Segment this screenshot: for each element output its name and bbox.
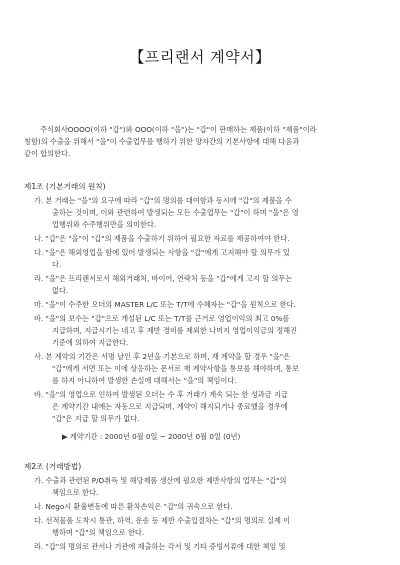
section1-line: 사. 본 계약의 기간은 서명 날인 후 2년을 기본으로 하며, 재 계약을 할 경우 "을"은 (34, 352, 291, 361)
section2-line: 책임으로 한다. (52, 488, 99, 497)
section1-line: 출하는 것이며, 이와 관련하여 발생되는 모든 수출업무는 "갑"이 하며 "을"은 영 (52, 208, 299, 217)
intro-line: 칭함)의 수출을 위해서 "을"이 수출업무를 행하기 위한 양자간의 기본사항에 대해 다음과 (24, 137, 300, 146)
section1-line: 를 하지 아니하여 발생한 손실에 대해서는 "을"의 책임이다. (52, 376, 237, 385)
section1-heading: 제1조 (기본거래의 원칙) (24, 182, 106, 191)
section1-line: 라. "을"은 프리랜서로서 해외거래처, 바이어, 연락처 등을 "갑"에게 고지 할 의무는 (34, 274, 293, 283)
section1-line: 없다. (52, 286, 69, 295)
section1-line: 기준에 의하여 지급한다. (52, 338, 129, 347)
section1-line: 업행위와 수주행위만을 의미한다. (52, 220, 157, 229)
section1-line: 지급하며, 지급시기는 네고 후 제반 경비를 제외한 나머지 영업이익금의 정해진 (52, 326, 298, 335)
section2-line: 라. "갑"의 명의로 관서나 기관에 제출하는 각서 및 기타 증빙서류에 대한 책임 및 (34, 542, 286, 551)
section2-line: 행하며 "갑"의 책임으로 한다. (52, 528, 145, 537)
section2-line: 가. 수출과 관련된 P/O취득 및 해당제품 생산에 필요한 제반사항의 업무는 "갑"의 (34, 476, 287, 485)
intro-line: 같이 합의한다. (24, 149, 71, 158)
section1-line: 다. (52, 260, 62, 269)
section2-line: 다. 선적물품 도착시 통관, 하역, 운송 등 제반 수출입절차는 "갑"의 명의로 실제 이 (34, 516, 291, 525)
contract-title: 【프리랜서 계약서】 (129, 48, 271, 66)
section2-line: 나. Nego시 환율변동에 따른 환차손익은 "갑"의 귀속으로 한다. (34, 502, 233, 511)
section1-line: 마. "을"이 수주한 오더의 MASTER L/C 또는 T/T에 수혜자는 "갑"을 원칙으로 한다. (34, 300, 296, 309)
section1-line: "갑"은 지급 할 의무가 없다. (52, 414, 140, 423)
section1-line: "갑"에게 서면 또는 이에 상응하는 문서로 재 계약사항을 통보를 해야하며, 통보 (52, 364, 299, 373)
section1-line: 은 계약기간 내에는 자동으로 지급되며, 계약이 해지되거나 종료했을 경우에 (52, 402, 288, 411)
section1-line: 가. 본 거래는 "을"의 요구에 따라 "갑"의 명의를 대여함과 동시에 "갑"의 제품을 수 (34, 196, 292, 205)
section1-line: 나. "갑"은 "을"이 "갑"의 제품을 수출하기 위하여 필요한 자료를 제공하여야 한다. (34, 234, 290, 243)
intro-line: 주식회사OOOO(이하 "갑")와 OOO(이하 "을")는 "갑"이 판매하는 제품(이하 "제품"이라 (40, 125, 317, 134)
section1-line: 바. "을"의 영업으로 인하여 발생된 오더는 수 후 거래가 계속 되는 한 성과금 지급 (34, 390, 288, 399)
contract-term: ▶ 계약기간 : 2000년 0월 0일 ~ 2000년 0월 0일 (0년) (62, 432, 241, 441)
section2-heading: 제2조 (거래방법) (24, 462, 82, 471)
section1-line: 바. "을"의 보수는 "갑"으로 개설된 L/C 또는 T/T를 근거로 영업이익의 최고 0%를 (34, 314, 290, 323)
section1-line: 다. "을"은 해외영업을 함에 있어 발생되는 사항을 "갑"에게 고지해야 할 의무가 있 (34, 248, 290, 257)
